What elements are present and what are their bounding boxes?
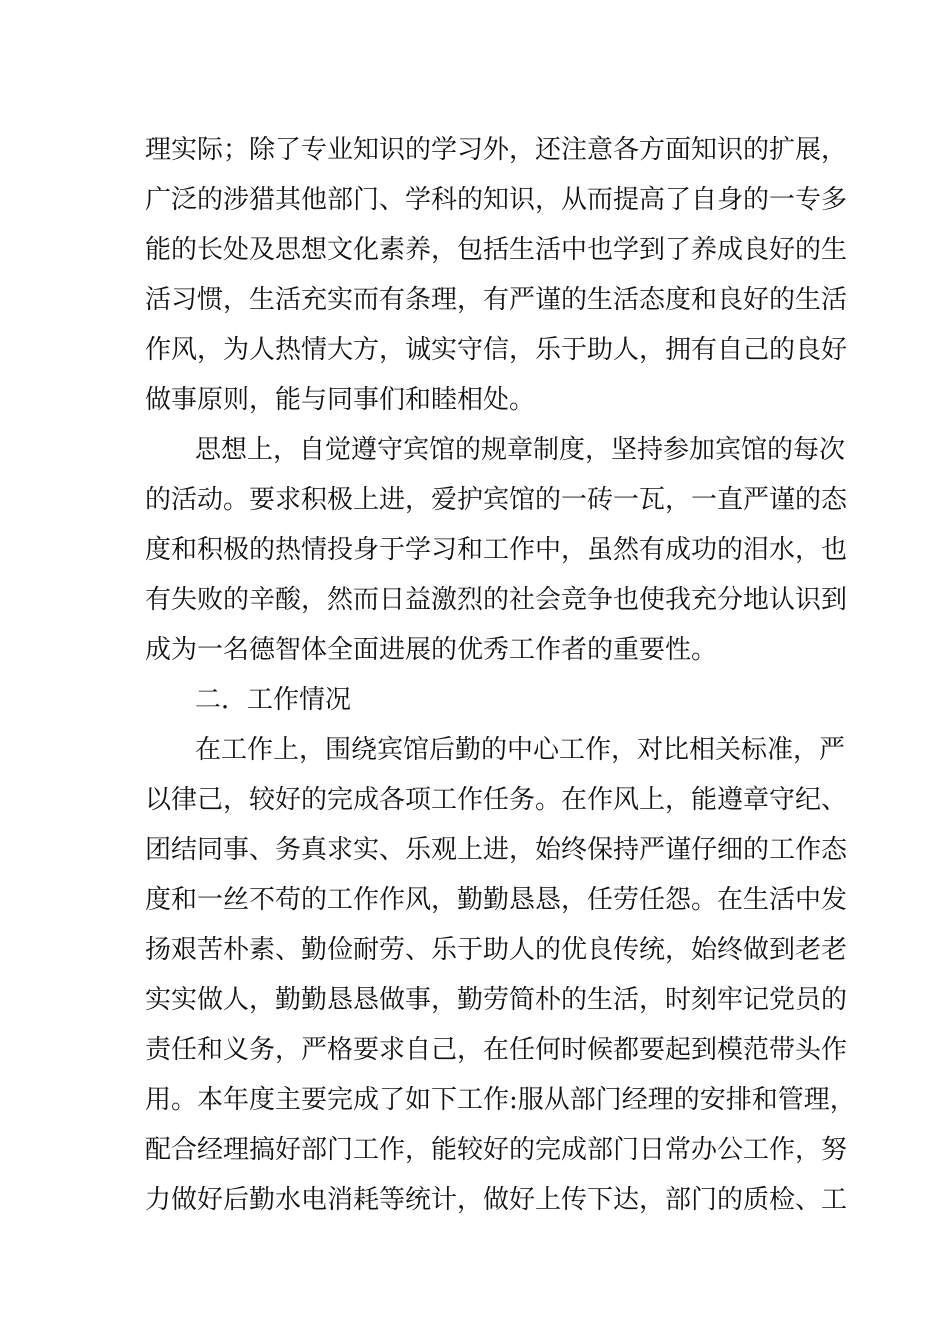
paragraph-first-line: 思想上，自觉遵守宾馆的规章制度，坚持参加宾馆的每次 [195, 435, 846, 465]
text-line: 成为一名德智体全面进展的优秀工作者的重要性。 [145, 635, 718, 665]
text-line: 以律己，较好的完成各项工作任务。在作风上，能遵章守纪、 [145, 785, 848, 815]
text-line: 用。本年度主要完成了如下工作:服从部门经理的安排和管理， [145, 1085, 856, 1115]
text-line: 广泛的涉猎其他部门、学科的知识，从而提高了自身的一专多 [145, 185, 848, 215]
text-line: 的活动。要求积极上进，爱护宾馆的一砖一瓦，一直严谨的态 [145, 485, 848, 515]
document-body [145, 125, 856, 1225]
text-line: 度和积极的热情投身于学习和工作中，虽然有成功的泪水，也 [145, 535, 848, 565]
text-line: 作风，为人热情大方，诚实守信，乐于助人，拥有自己的良好 [145, 335, 848, 365]
text-line: 力做好后勤水电消耗等统计，做好上传下达，部门的质检、工 [145, 1185, 848, 1215]
text-line: 扬艰苦朴素、勤俭耐劳、乐于助人的优良传统，始终做到老老 [145, 935, 848, 965]
text-line: 能的长处及思想文化素养，包括生活中也学到了养成良好的生 [145, 235, 848, 265]
paragraph-first-line: 二．工作情况 [195, 685, 352, 715]
paragraph-first-line: 在工作上，围绕宾馆后勤的中心工作，对比相关标准，严 [195, 735, 846, 765]
text-line: 有失败的辛酸，然而日益激烈的社会竞争也使我充分地认识到 [145, 585, 848, 615]
text-line: 活习惯，生活充实而有条理，有严谨的生活态度和良好的生活 [145, 285, 848, 315]
text-line: 度和一丝不苟的工作作风，勤勤恳恳，任劳任怨。在生活中发 [145, 885, 848, 915]
text-line: 配合经理搞好部门工作，能较好的完成部门日常办公工作，努 [145, 1135, 848, 1165]
text-line: 责任和义务，严格要求自己，在任何时候都要起到模范带头作 [145, 1035, 848, 1065]
text-line: 做事原则，能与同事们和睦相处。 [145, 385, 536, 415]
text-line: 团结同事、务真求实、乐观上进，始终保持严谨仔细的工作态 [145, 835, 848, 865]
text-line: 理实际；除了专业知识的学习外，还注意各方面知识的扩展， [145, 135, 848, 165]
text-line: 实实做人，勤勤恳恳做事，勤劳简朴的生活，时刻牢记党员的 [145, 985, 848, 1015]
